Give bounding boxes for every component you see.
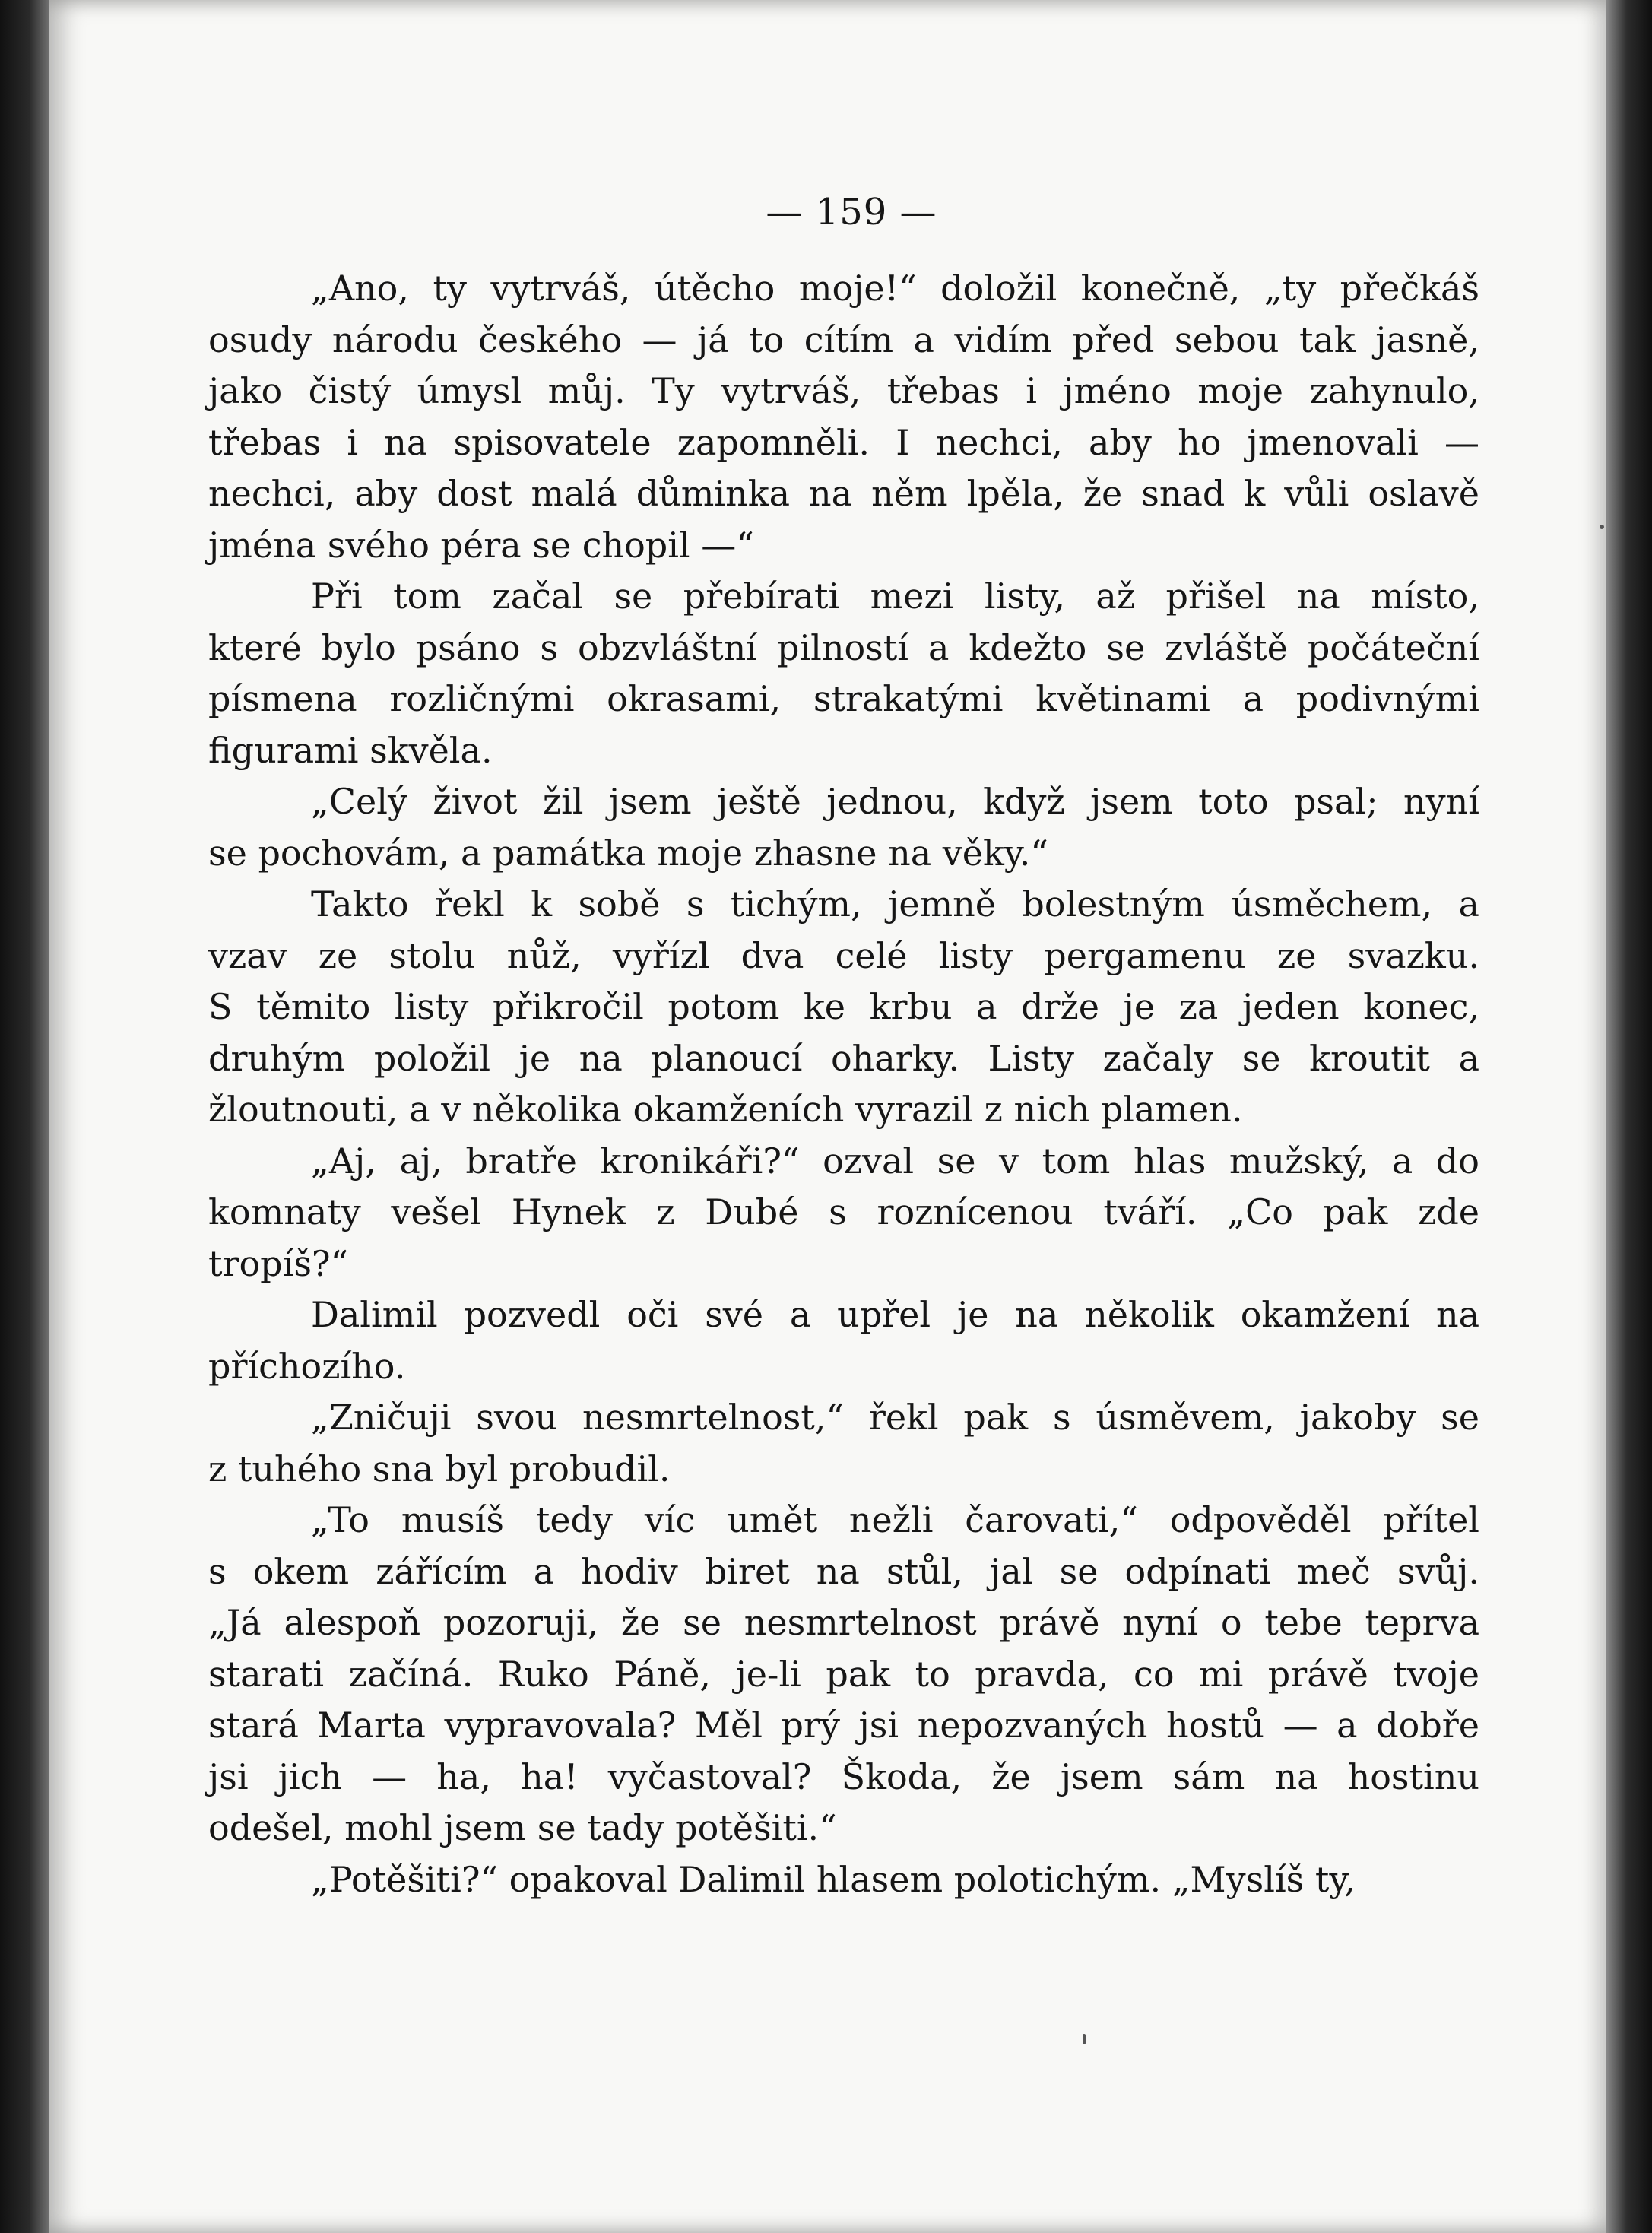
text-line: osudy národu českého — já to cítím a vidím před sebou tak jasně,: [208, 319, 1479, 360]
paragraphs: [208, 263, 1479, 1905]
ink-speck: [1600, 525, 1604, 529]
paragraph: [208, 571, 1479, 776]
paragraph: [208, 1392, 1479, 1495]
text-line: „Zničuji svou nesmrtelnost,“ řekl pak s úsměvem, jakoby se: [311, 1397, 1479, 1438]
text-line: Takto řekl k sobě s tichým, jemně bolestným úsměchem, a: [311, 883, 1479, 925]
paragraph: [208, 776, 1479, 879]
text-line: S těmito listy přikročil potom ke krbu a drže je za jeden konec,: [208, 986, 1479, 1027]
text-line: druhým položil je na planoucí oharky. Listy začaly se kroutit a: [208, 1037, 1479, 1079]
text-line: z tuhého sna byl probudil.: [208, 1448, 671, 1489]
text-line: které bylo psáno s obzvláštní pilností a kdežto se zvláště počáteční: [208, 626, 1479, 668]
text-line: nechci, aby dost malá důminka na něm lpěla, že snad k vůli oslavě: [208, 473, 1479, 514]
text-line: Dalimil pozvedl oči své a upřel je na několik okamžení na: [311, 1294, 1479, 1335]
text-line: jsi jich — ha, ha! vyčastoval? Škoda, že jsem sám na hostinu: [208, 1756, 1479, 1797]
text-line: žloutnouti, a v několika okamženích vyrazil z nich plamen.: [208, 1089, 1243, 1130]
scan-right-edge: [1606, 0, 1652, 2233]
text-line: se pochovám, a památka moje zhasne na věky.“: [208, 832, 1048, 874]
text-line: „Ano, ty vytrváš, útěcho moje!“ doložil konečně, „ty přečkáš: [311, 268, 1479, 309]
text-block: [208, 187, 1479, 1905]
text-line: „To musíš tedy víc umět nežli čarovati,“ odpověděl přítel: [311, 1499, 1479, 1540]
text-line: „Aj, aj, bratře kronikáři?“ ozval se v tom hlas mužský, a do: [311, 1140, 1479, 1182]
text-line: „Potěšiti?“ opakoval Dalimil hlasem polotichým. „Myslíš ty,: [311, 1858, 1356, 1900]
text-line: Při tom začal se přebírati mezi listy, až přišel na místo,: [311, 576, 1479, 617]
text-line: „Já alespoň pozoruji, že se nesmrtelnost právě nyní o tebe teprva: [208, 1602, 1479, 1643]
paragraph: [208, 1289, 1479, 1392]
text-line: třebas i na spisovatele zapomněli. I nechci, aby ho jmenovali —: [208, 421, 1479, 463]
text-line: odešel, mohl jsem se tady potěšiti.“: [208, 1807, 837, 1848]
text-line: písmena rozličnými okrasami, strakatými květinami a podivnými: [208, 678, 1479, 719]
text-line: komnaty vešel Hynek z Dubé s roznícenou tváří. „Co pak zde: [208, 1191, 1479, 1232]
paragraph: [208, 1495, 1479, 1854]
paragraph: [208, 263, 1479, 571]
page-number: — 159 —: [766, 191, 937, 233]
paragraph: [208, 879, 1479, 1136]
text-line: stará Marta vypravovala? Měl prý jsi nepozvaných hostů — a dobře: [208, 1705, 1479, 1746]
text-line: jména svého péra se chopil —“: [208, 524, 754, 566]
text-line: „Celý život žil jsem ještě jednou, když jsem toto psal; nyní: [311, 781, 1479, 822]
text-line: vzav ze stolu nůž, vyřízl dva celé listy pergamenu ze svazku.: [208, 934, 1479, 976]
paragraph: [208, 1136, 1479, 1290]
paragraph: [208, 1854, 1479, 1906]
text-line: figurami skvěla.: [208, 729, 493, 771]
book-page: [49, 0, 1606, 2233]
text-line: starati začíná. Ruko Páně, je-li pak to pravda, co mi právě tvoje: [208, 1653, 1479, 1695]
ink-speck: [1083, 2034, 1086, 2044]
text-line: s okem zářícím a hodiv biret na stůl, jal se odpínati meč svůj.: [208, 1550, 1479, 1592]
text-line: příchozího.: [208, 1345, 406, 1387]
text-line: jako čistý úmysl můj. Ty vytrváš, třebas i jméno moje zahynulo,: [208, 370, 1479, 411]
scan-left-edge: [0, 0, 49, 2233]
text-line: tropíš?“: [208, 1242, 349, 1284]
